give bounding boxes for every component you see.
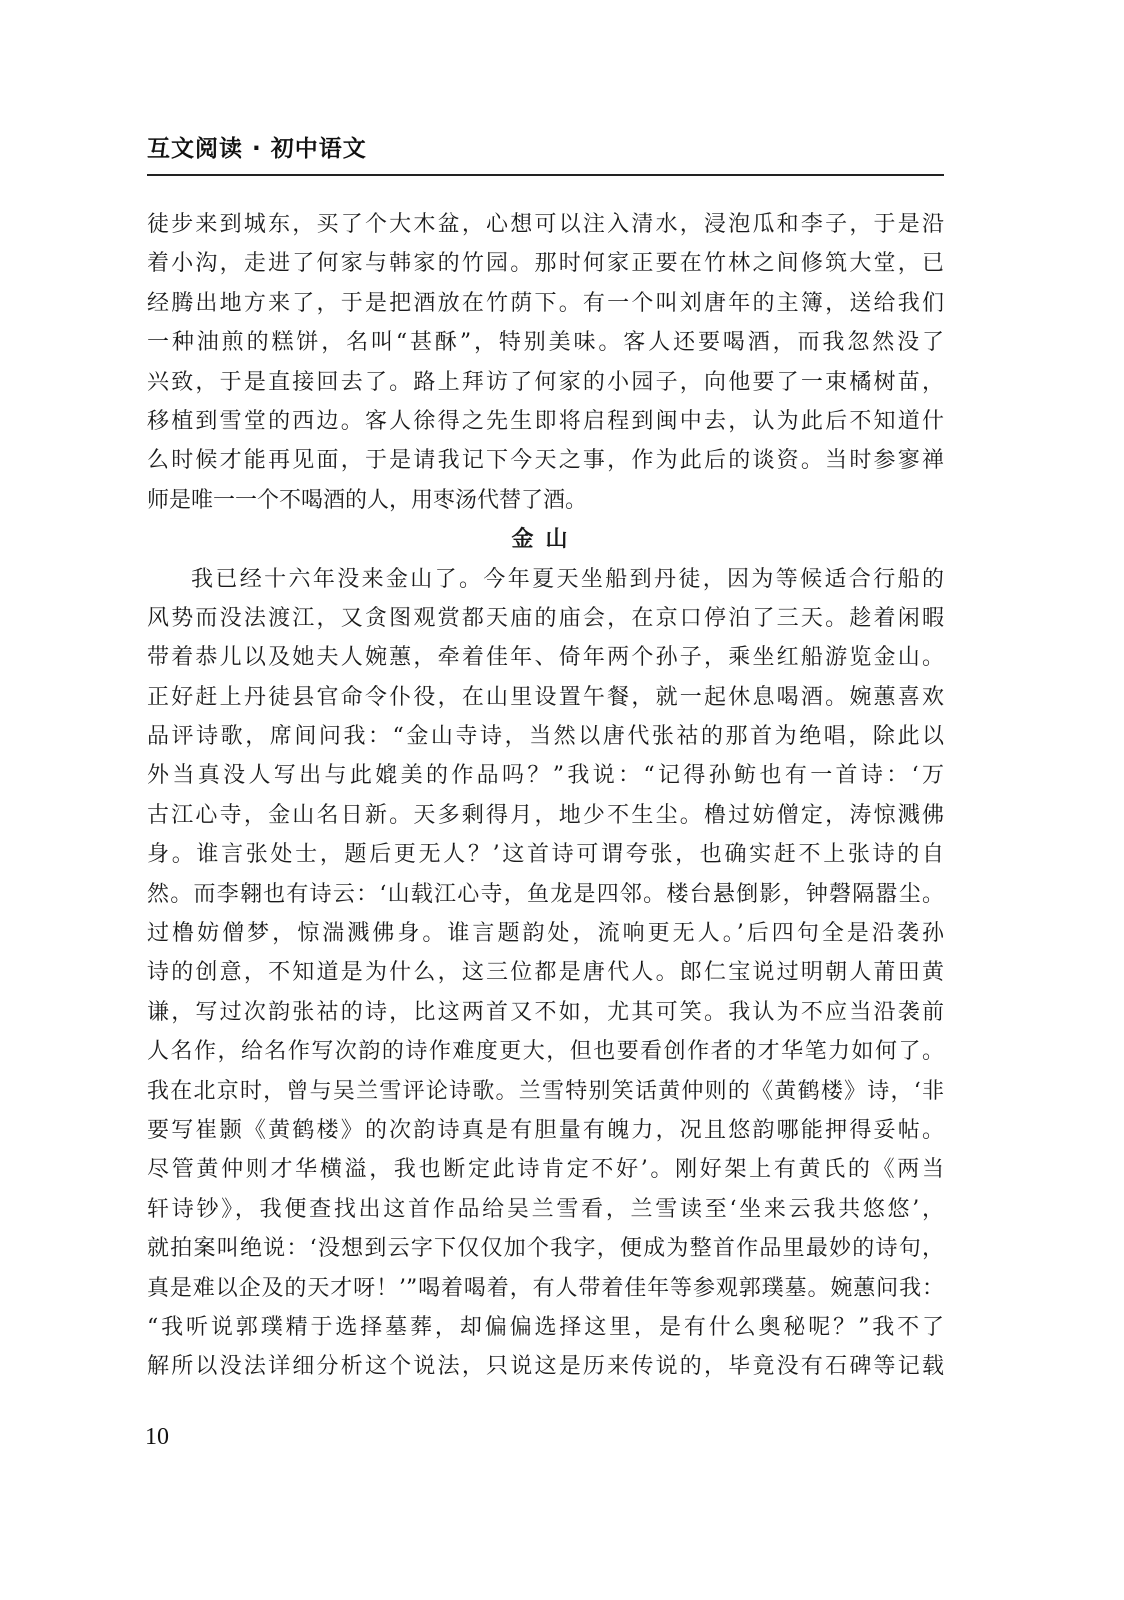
paragraph-line: 着小沟，走进了何家与韩家的竹园。那时何家正要在竹林之间修筑大堂，已 <box>147 251 944 277</box>
paragraph-line: 经腾出地方来了，于是把酒放在竹荫下。有一个叫刘唐年的主簿，送给我们 <box>147 290 944 316</box>
paragraph-line: 徒步来到城东，买了个大木盆，心想可以注入清水，浸泡瓜和李子，于是沿 <box>147 212 944 237</box>
paragraph-line: 品评诗歌，席间问我：“金山寺诗，当然以唐代张祜的那首为绝唱，除此以 <box>147 724 944 750</box>
paragraph-line: 外当真没人写出与此媲美的作品吗？”我说：“记得孙鲂也有一首诗：‘万 <box>147 763 944 789</box>
paragraph-line: 正好赶上丹徒县官命令仆役，在山里设置午餐，就一起休息喝酒。婉蕙喜欢 <box>147 684 944 710</box>
paragraph-line: 要写崔颢《黄鹤楼》的次韵诗真是有胆量有魄力，况且悠韵哪能押得妥帖。 <box>147 1117 944 1143</box>
paragraph-line: 么时候才能再见面，于是请我记下今天之事，作为此后的谈资。当时参寥禅 <box>147 448 944 474</box>
paragraph-line: 带着恭儿以及她夫人婉蕙，牵着佳年、倚年两个孙子，乘坐红船游览金山。 <box>147 645 944 671</box>
paragraph-line: 移植到雪堂的西边。客人徐得之先生即将启程到闽中去，认为此后不知道什 <box>147 408 944 434</box>
paragraph-line: “我听说郭璞精于选择墓葬，却偏偏选择这里，是有什么奥秘呢？”我不了 <box>147 1314 944 1340</box>
paragraph-line: 一种油煎的糕饼，名叫“甚酥”，特别美味。客人还要喝酒，而我忽然没了 <box>147 330 944 356</box>
body-text <box>147 205 944 1387</box>
paragraph-line: 人名作，给名作写次韵的诗作难度更大，但也要看创作者的才华笔力如何了。 <box>147 1039 944 1065</box>
paragraph-line: 尽管黄仲则才华横溢，我也断定此诗肯定不好’。刚好架上有黄氏的《两当 <box>147 1157 944 1183</box>
paragraph-line: 谦，写过次韵张祜的诗，比这两首又不如，尤其可笑。我认为不应当沿袭前 <box>147 999 944 1025</box>
paragraph-line: 轩诗钞》，我便查找出这首作品给吴兰雪看，兰雪读至‘坐来云我共悠悠’， <box>147 1196 944 1222</box>
paragraph-line: 就拍案叫绝说：‘没想到云字下仅仅加个我字，便成为整首作品里最妙的诗句， <box>147 1236 944 1262</box>
paragraph-line: 过橹妨僧梦，惊湍溅佛身。谁言题韵处，流响更无人。’后四句全是沿袭孙 <box>147 921 944 947</box>
paragraph-line: 诗的创意，不知道是为什么，这三位都是唐代人。郎仁宝说过明朝人莆田黄 <box>147 960 944 986</box>
paragraph-line: 风势而没法渡江，又贪图观赏都天庙的庙会，在京口停泊了三天。趁着闲暇 <box>147 605 944 631</box>
page-number: 10 <box>145 1424 169 1450</box>
paragraph-line: 我已经十六年没来金山了。今年夏天坐船到丹徒，因为等候适合行船的 <box>191 566 944 592</box>
paragraph-line: 兴致，于是直接回去了。路上拜访了何家的小园子，向他要了一束橘树苗， <box>147 369 944 395</box>
paragraph-line: 师是唯一一个不喝酒的人，用枣汤代替了酒。 <box>147 487 588 513</box>
paragraph-line: 然。而李翱也有诗云：‘山载江心寺，鱼龙是四邻。楼台悬倒影，钟磬隔嚣尘。 <box>147 881 944 907</box>
paragraph-line: 古江心寺，金山名日新。天多剩得月，地少不生尘。橹过妨僧定，涛惊溅佛 <box>147 802 944 828</box>
paragraph-line: 解所以没法详细分析这个说法，只说这是历来传说的，毕竟没有石碑等记载 <box>147 1354 944 1380</box>
paragraph-line: 真是难以企及的天才呀！’”喝着喝着，有人带着佳年等参观郭璞墓。婉蕙问我： <box>147 1275 944 1301</box>
paragraph-line: 身。谁言张处士，题后更无人？’这首诗可谓夸张，也确实赶不上张诗的自 <box>147 842 944 868</box>
header-rule <box>147 174 944 176</box>
running-header: 互文阅读 · 初中语文 <box>147 136 367 162</box>
section-title: 金山 <box>511 527 580 553</box>
paragraph-line: 我在北京时，曾与吴兰雪评论诗歌。兰雪特别笑话黄仲则的《黄鹤楼》诗，‘非 <box>147 1078 944 1104</box>
